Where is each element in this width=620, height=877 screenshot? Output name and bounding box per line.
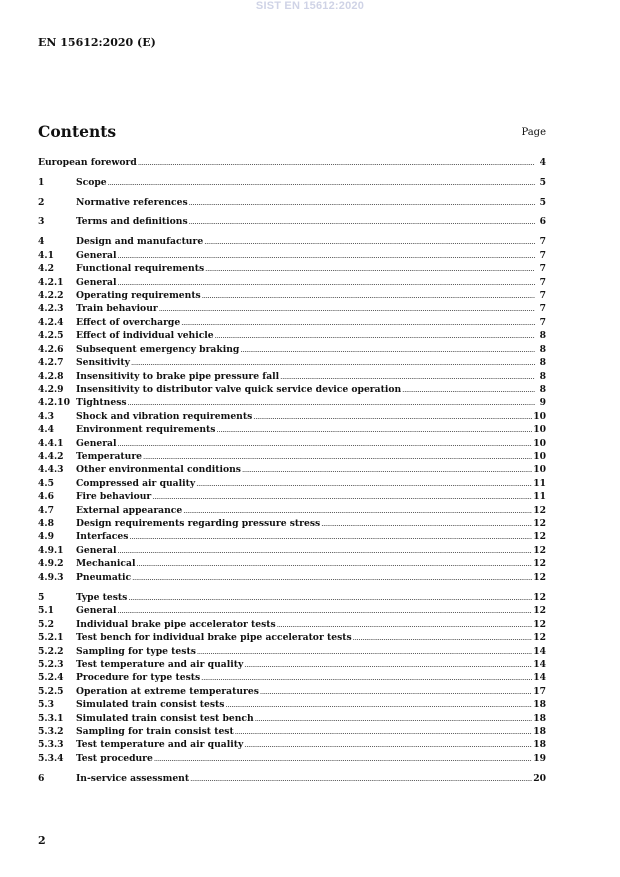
toc-entry-number: 4.4.1 [38,438,64,449]
toc-dot-leader [118,545,533,557]
toc-entry-title: In-service assessment [76,773,190,784]
toc-entry-number: 4.2.8 [38,371,64,382]
toc-dot-leader [242,464,532,476]
toc-dot-leader [128,397,535,409]
toc-dot-leader [215,330,535,342]
toc-entry-number: 6 [38,773,45,784]
toc-entry-number: 4.4.2 [38,451,64,462]
toc-entry-number: 5.1 [38,605,54,616]
toc-entry-page: 12 [533,545,546,556]
toc-entry-title: Operating requirements [76,290,201,301]
toc-entry-page: 8 [539,384,546,395]
toc-entry-number: 5.2.4 [38,672,64,683]
toc-entry-page: 8 [539,330,546,341]
toc-entry-page: 10 [533,464,546,475]
toc-entry[interactable] [38,290,546,302]
toc-entry-title: European foreword [38,157,137,168]
toc-entry-title: Design and manufacture [76,236,204,247]
toc-entry-title: Effect of overcharge [76,317,181,328]
toc-entry-number: 5.3.3 [38,739,64,750]
toc-entry[interactable] [38,619,546,631]
toc-entry[interactable] [38,344,546,356]
toc-entry-number: 4.2.10 [38,397,70,408]
toc-entry-title: Insensitivity to distributor valve quick service device operation [76,384,402,395]
toc-dot-leader [353,632,533,644]
toc-entry-number: 4.3 [38,411,54,422]
toc-entry-number: 4.4.3 [38,464,64,475]
toc-entry[interactable] [38,451,546,463]
toc-entry-page: 12 [533,531,546,542]
toc-entry[interactable] [38,438,546,450]
toc-entry-page: 14 [533,646,546,657]
toc-entry-number: 4.9.1 [38,545,64,556]
toc-entry[interactable] [38,491,546,503]
toc-entry[interactable] [38,330,546,342]
toc-entry-title: Pneumatic [76,572,132,583]
toc-entry[interactable] [38,558,546,570]
toc-entry-number: 4.9.2 [38,558,64,569]
toc-entry-title: Procedure for type tests [76,672,201,683]
toc-entry-number: 4.1 [38,250,54,261]
toc-entry-page: 14 [533,659,546,670]
toc-entry-number: 4.2 [38,263,54,274]
toc-entry[interactable] [38,773,546,785]
toc-dot-leader [136,558,532,570]
toc-entry-page: 18 [533,699,546,710]
toc-entry-page: 4 [539,157,546,168]
toc-entry-page: 10 [533,424,546,435]
toc-entry-page: 5 [539,197,546,208]
toc-entry-title: Functional requirements [76,263,205,274]
toc-entry[interactable] [38,632,546,644]
toc-dot-leader [196,478,532,490]
toc-entry[interactable] [38,424,546,436]
toc-entry[interactable] [38,646,546,658]
toc-entry-number: 4.9 [38,531,54,542]
toc-entry-page: 7 [539,290,546,301]
toc-entry-page: 12 [533,619,546,630]
toc-dot-leader [118,250,535,262]
toc-dot-leader [183,505,532,517]
toc-dot-leader [253,411,532,423]
toc-entry-title: Operation at extreme temperatures [76,686,259,697]
toc-entry-title: Individual brake pipe accelerator tests [76,619,276,630]
toc-entry-page: 11 [533,478,546,489]
toc-dot-leader [402,384,535,396]
document-id: EN 15612:2020 (E) [38,36,156,49]
toc-dot-leader [244,659,532,671]
toc-dot-leader [190,773,532,785]
toc-entry[interactable] [38,177,546,189]
toc-entry[interactable] [38,531,546,543]
toc-dot-leader [280,371,535,383]
toc-entry-number: 4.2.7 [38,357,64,368]
toc-entry-number: 5.2.2 [38,646,64,657]
toc-entry-number: 5.3.2 [38,726,64,737]
toc-entry-number: 5.3.4 [38,753,64,764]
toc-entry[interactable] [38,357,546,369]
toc-entry-number: 4.5 [38,478,54,489]
toc-entry-number: 1 [38,177,45,188]
toc-entry-number: 4.4 [38,424,54,435]
toc-entry[interactable] [38,371,546,383]
toc-entry-title: General [76,605,117,616]
toc-dot-leader [255,713,533,725]
toc-entry-page: 10 [533,451,546,462]
toc-dot-leader [129,531,532,543]
toc-entry[interactable] [38,592,546,604]
toc-entry-number: 5.3 [38,699,54,710]
toc-dot-leader [204,236,535,248]
toc-dot-leader [201,672,532,684]
toc-entry-page: 12 [533,605,546,616]
toc-entry[interactable] [38,605,546,617]
toc-entry[interactable] [38,157,546,169]
toc-entry-title: External appearance [76,505,183,516]
toc-entry[interactable] [38,518,546,530]
toc-entry-title: Environment requirements [76,424,216,435]
toc-entry-title: Type tests [76,592,128,603]
toc-entry[interactable] [38,263,546,275]
toc-entry-title: Shock and vibration requirements [76,411,253,422]
toc-entry-number: 4.2.2 [38,290,64,301]
toc-entry[interactable] [38,753,546,765]
toc-entry-title: Sampling for type tests [76,646,196,657]
toc-entry-page: 11 [533,491,546,502]
toc-entry-page: 12 [533,518,546,529]
toc-entry-page: 8 [539,344,546,355]
toc-dot-leader [235,726,532,738]
toc-entry[interactable] [38,317,546,329]
toc-entry-page: 14 [533,672,546,683]
toc-entry[interactable] [38,659,546,671]
toc-entry-title: General [76,277,117,288]
toc-entry-title: Terms and definitions [76,216,188,227]
toc-entry[interactable] [38,686,546,698]
toc-entry-number: 4 [38,236,45,247]
toc-entry-title: Fire behaviour [76,491,152,502]
watermark: SIST EN 15612:2020 [255,0,365,12]
toc-entry-title: Temperature [76,451,143,462]
toc-entry-number: 2 [38,197,45,208]
toc-dot-leader [216,424,532,436]
toc-entry[interactable] [38,250,546,262]
toc-entry-number: 4.2.6 [38,344,64,355]
toc-entry-page: 8 [539,357,546,368]
toc-dot-leader [240,344,535,356]
toc-entry-number: 5.2.5 [38,686,64,697]
toc-entry-number: 4.2.5 [38,330,64,341]
toc-entry-number: 4.8 [38,518,54,529]
toc-entry[interactable] [38,236,546,248]
toc-dot-leader [143,451,532,463]
toc-dot-leader [202,290,535,302]
toc-entry[interactable] [38,545,546,557]
toc-entry-page: 18 [533,726,546,737]
toc-dot-leader [128,592,532,604]
toc-entry-title: Sensitivity [76,357,130,368]
toc-entry-title: Other environmental conditions [76,464,241,475]
toc-entry-page: 8 [539,371,546,382]
toc-entry-number: 4.2.4 [38,317,64,328]
toc-dot-leader [277,619,533,631]
toc-dot-leader [181,317,535,329]
toc-dot-leader [138,157,535,169]
toc-entry-title: Normative references [76,197,188,208]
page-number: 2 [38,834,46,847]
toc-dot-leader [189,216,535,228]
toc-entry-number: 5.2 [38,619,54,630]
toc-dot-leader [132,572,532,584]
toc-dot-leader [118,277,535,289]
toc-dot-leader [225,699,532,711]
toc-entry-number: 5.2.1 [38,632,64,643]
toc-entry-title: Test bench for individual brake pipe accelerator tests [76,632,352,643]
toc-dot-leader [205,263,535,275]
toc-entry-title: General [76,438,117,449]
toc-dot-leader [152,491,532,503]
toc-dot-leader [260,686,532,698]
toc-dot-leader [131,357,535,369]
page-column-label: Page [521,127,546,138]
toc-entry[interactable] [38,197,546,209]
toc-dot-leader [159,303,535,315]
toc-entry[interactable] [38,699,546,711]
toc-entry-number: 4.6 [38,491,54,502]
toc-entry-page: 9 [539,397,546,408]
toc-entry-page: 6 [539,216,546,227]
toc-entry-page: 12 [533,592,546,603]
toc-entry[interactable] [38,384,546,396]
toc-entry[interactable] [38,726,546,738]
toc-entry-number: 4.2.9 [38,384,64,395]
toc-entry-page: 7 [539,236,546,247]
toc-entry[interactable] [38,397,546,409]
toc-entry-title: Design requirements regarding pressure stress [76,518,321,529]
toc-entry-title: Scope [76,177,107,188]
toc-entry[interactable] [38,303,546,315]
toc-entry[interactable] [38,713,546,725]
toc-entry-title: Test procedure [76,753,153,764]
toc-dot-leader [321,518,532,530]
toc-entry-number: 3 [38,216,45,227]
toc-entry-title: Simulated train consist test bench [76,713,254,724]
contents-heading: Contents [38,122,117,141]
toc-entry-page: 7 [539,263,546,274]
toc-entry-title: General [76,250,117,261]
toc-entry[interactable] [38,505,546,517]
toc-entry-title: Test temperature and air quality [76,659,244,670]
toc-entry-number: 5.3.1 [38,713,64,724]
toc-entry-page: 18 [533,739,546,750]
toc-entry-page: 18 [533,713,546,724]
toc-entry-page: 17 [533,686,546,697]
toc-entry-page: 20 [533,773,546,784]
toc-entry-page: 7 [539,317,546,328]
toc-entry-page: 10 [533,411,546,422]
toc-entry-title: Train behaviour [76,303,158,314]
toc-entry-page: 19 [533,753,546,764]
toc-entry-title: Compressed air quality [76,478,196,489]
toc-entry-page: 7 [539,303,546,314]
toc-entry[interactable] [38,216,546,228]
toc-entry-page: 12 [533,572,546,583]
toc-entry-page: 5 [539,177,546,188]
toc-entry-title: Tightness [76,397,127,408]
toc-entry[interactable] [38,411,546,423]
toc-entry-number: 4.7 [38,505,54,516]
toc-entry-title: Effect of individual vehicle [76,330,214,341]
toc-entry[interactable] [38,464,546,476]
toc-entry[interactable] [38,739,546,751]
toc-dot-leader [197,646,532,658]
toc-entry-page: 7 [539,250,546,261]
toc-entry[interactable] [38,277,546,289]
toc-entry[interactable] [38,572,546,584]
toc-dot-leader [154,753,532,765]
toc-entry-number: 5 [38,592,45,603]
toc-entry-title: Simulated train consist tests [76,699,225,710]
toc-entry-page: 12 [533,632,546,643]
toc-entry-title: Subsequent emergency braking [76,344,240,355]
toc-entry-page: 12 [533,505,546,516]
toc-entry-title: Sampling for train consist test [76,726,234,737]
toc-entry-page: 12 [533,558,546,569]
toc-entry-number: 4.2.1 [38,277,64,288]
toc-dot-leader [118,438,533,450]
toc-entry-title: Interfaces [76,531,129,542]
toc-entry-title: General [76,545,117,556]
toc-entry-number: 4.9.3 [38,572,64,583]
toc-entry-title: Mechanical [76,558,136,569]
toc-entry-number: 5.2.3 [38,659,64,670]
toc-entry-number: 4.2.3 [38,303,64,314]
toc-dot-leader [118,605,533,617]
toc-entry[interactable] [38,672,546,684]
toc-entry-title: Insensitivity to brake pipe pressure fall [76,371,280,382]
toc-entry[interactable] [38,478,546,490]
toc-entry-page: 10 [533,438,546,449]
toc-dot-leader [244,739,532,751]
toc-dot-leader [108,177,535,189]
toc-entry-title: Test temperature and air quality [76,739,244,750]
toc-dot-leader [189,197,535,209]
toc-entry-page: 7 [539,277,546,288]
